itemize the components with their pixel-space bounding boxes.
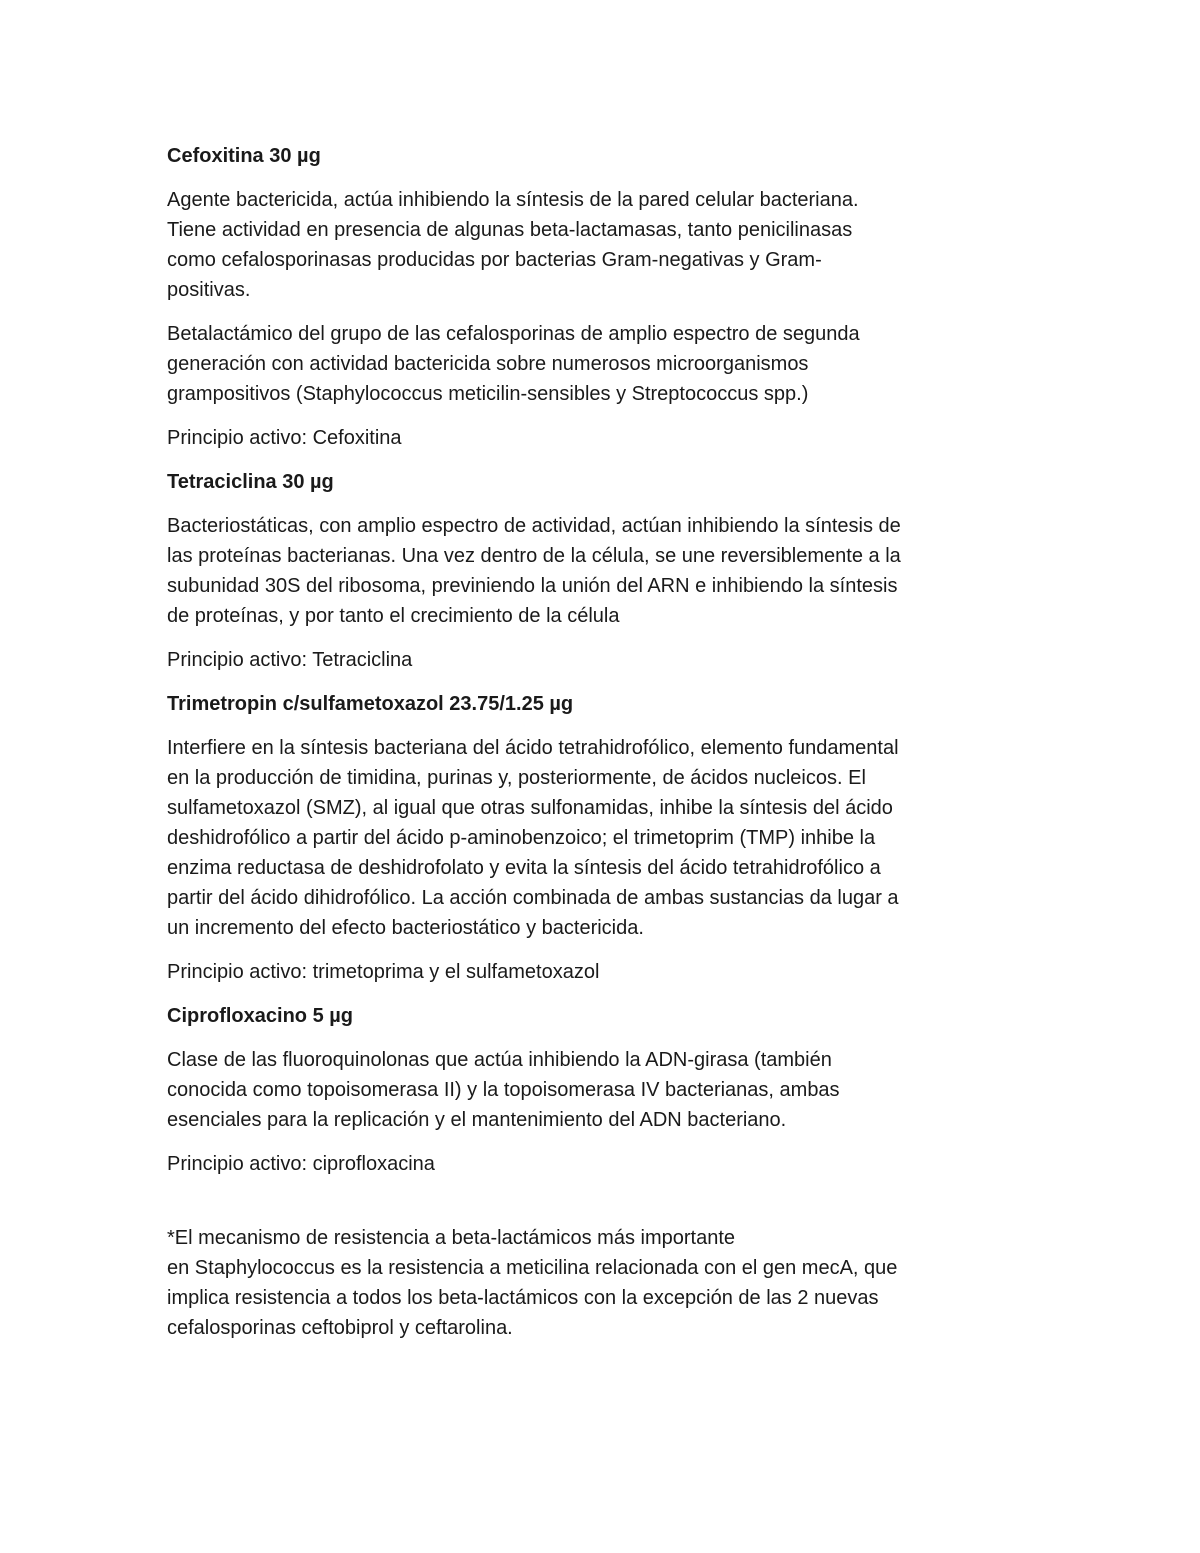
section-paragraph: Agente bactericida, actúa inhibiendo la síntesis de la pared celular bacteriana. Tiene actividad en presencia de algunas beta-lactamasas, tanto penicilinasas como cefalosporinasas producidas por bacterias Gram-negativas y Gram- positivas. <box>167 189 859 301</box>
section-paragraph: Betalactámico del grupo de las cefalosporinas de amplio espectro de segunda generación con actividad bactericida sobre numerosos microorganismos grampositivos (Staphylococcus meticilin-sensibles y Streptococcus spp.) <box>167 323 860 405</box>
active-ingredient-trimetoprima: Principio activo: trimetoprima y el sulfametoxazol <box>167 961 600 983</box>
section-paragraph: Interfiere en la síntesis bacteriana del ácido tetrahidrofólico, elemento fundamental en la producción de timidina, purinas y, posteriormente, de ácidos nucleicos. El sulfametoxazol (SMZ), al igual que otras sulfonamidas, inhibe la síntesis del ácido deshidrofólico a partir del ácido p-aminobenzoico; el trimetoprim (TMP) inhibe la enzima reductasa de deshidrofolato y evita la síntesis del ácido tetrahidrofólico a partir del ácido dihidrofólico. La acción combinada de ambas sustancias da lugar a un incremento del efecto bacteriostático y bactericida. <box>167 737 899 939</box>
footnote: *El mecanismo de resistencia a beta-lactámicos más importante en Staphylococcus es la resistencia a meticilina relacionada con el gen mecA, que implica resistencia a todos los beta-lactámicos con la excepción de las 2 nuevas cefalosporinas ceftobiprol y ceftarolina. <box>167 1227 898 1339</box>
document-body <box>167 141 1047 1357</box>
active-ingredient-ciprofloxacina: Principio activo: ciprofloxacina <box>167 1153 435 1175</box>
section-heading-trimetropin: Trimetropin c/sulfametoxazol 23.75/1.25 µg <box>167 693 574 715</box>
active-ingredient-tetraciclina: Principio activo: Tetraciclina <box>167 649 413 671</box>
active-ingredient-cefoxitina: Principio activo: Cefoxitina <box>167 427 402 449</box>
section-paragraph: Clase de las fluoroquinolonas que actúa inhibiendo la ADN-girasa (también conocida como topoisomerasa II) y la topoisomerasa IV bacterianas, ambas esenciales para la replicación y el mantenimiento del ADN bacteriano. <box>167 1049 840 1131</box>
section-heading-ciprofloxacino: Ciprofloxacino 5 µg <box>167 1005 353 1027</box>
section-heading-tetraciclina: Tetraciclina 30 µg <box>167 471 334 493</box>
section-paragraph: Bacteriostáticas, con amplio espectro de actividad, actúan inhibiendo la síntesis de las proteínas bacterianas. Una vez dentro de la célula, se une reversiblemente a la subunidad 30S del ribosoma, previniendo la unión del ARN e inhibiendo la síntesis de proteínas, y por tanto el crecimiento de la célula <box>167 515 901 627</box>
blank-line <box>167 1193 1047 1223</box>
section-heading-cefoxitina: Cefoxitina 30 µg <box>167 145 321 167</box>
